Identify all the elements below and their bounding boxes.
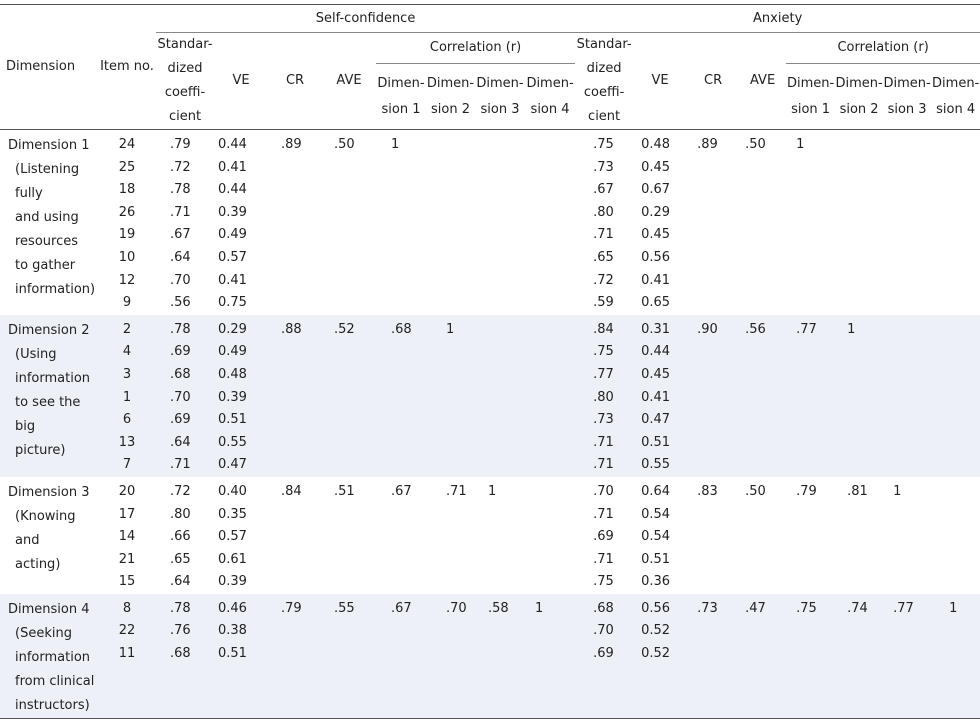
cell-value: 0.51 — [641, 551, 671, 567]
cell-value: 15 — [118, 574, 136, 590]
cell-value: .81 — [847, 483, 868, 499]
cell-value: 0.41 — [218, 159, 247, 175]
sc-ave-value — [322, 315, 376, 477]
sc-correlation-dimension-2 — [426, 477, 475, 594]
cell-value: 0.39 — [218, 389, 247, 405]
dimension-description-line: instructors) — [15, 697, 90, 713]
ax-ve-values — [633, 315, 687, 477]
sc-correlation-dimension-2 — [426, 315, 475, 477]
cell-value: .68 — [170, 646, 191, 662]
cell-value: .70 — [446, 600, 467, 616]
cell-value: .55 — [334, 600, 355, 616]
header-sc-ve: VE — [214, 33, 268, 130]
sc-correlation-dimension-1 — [376, 315, 426, 477]
sc-cr-value — [268, 315, 322, 477]
cell-value: .76 — [170, 623, 191, 639]
ax-ave-value — [739, 130, 786, 315]
table-row — [0, 130, 980, 315]
cell-value: 1 — [847, 321, 856, 337]
cell-value: .78 — [170, 182, 191, 198]
header-ax-dimension-4 — [931, 64, 980, 130]
item-numbers — [98, 130, 156, 315]
dimension-description-line: and using — [15, 210, 79, 225]
cell-value: .65 — [593, 249, 614, 265]
header-sc-dimension-1 — [376, 64, 426, 130]
header-line: sion 3 — [480, 101, 520, 117]
header-line: Standar- — [157, 37, 213, 52]
ax-cr-value — [687, 315, 739, 477]
cell-value: 0.67 — [641, 182, 671, 198]
ax-cr-value — [687, 477, 739, 594]
cell-value: 1 — [949, 600, 958, 616]
header-sc-correlation: Correlation (r) — [376, 33, 575, 64]
ax-correlation-dimension-2 — [835, 130, 883, 315]
cell-value: 0.44 — [218, 182, 247, 198]
cell-value: 0.29 — [641, 204, 671, 220]
ax-ve-values — [633, 594, 687, 719]
dimension-description-line: acting) — [15, 556, 61, 572]
cell-value: 0.39 — [218, 204, 247, 220]
cell-value: 0.51 — [218, 646, 247, 662]
cell-value: .73 — [593, 159, 614, 175]
dimension-description-line: (Seeking — [15, 625, 72, 641]
cell-value: .51 — [334, 483, 355, 499]
cell-value: 19 — [118, 227, 136, 243]
sc-correlation-dimension-3 — [475, 130, 525, 315]
dimension-description-line: picture) — [15, 442, 66, 458]
ax-cr-value — [687, 130, 739, 315]
dimension-description-line: information) — [15, 282, 96, 297]
cell-value: .75 — [593, 574, 614, 590]
sc-correlation-dimension-2 — [426, 130, 475, 315]
header-line: sion 1 — [381, 101, 421, 117]
sc-ve-values — [214, 477, 268, 594]
item-numbers — [98, 315, 156, 477]
cell-value: 0.45 — [641, 227, 671, 243]
ax-standardized-coefficients — [575, 477, 633, 594]
cell-value: 1 — [391, 137, 400, 152]
ax-correlation-dimension-2 — [835, 594, 883, 719]
header-line: sion 4 — [936, 101, 976, 117]
sc-ve-values — [214, 594, 268, 719]
cell-value: 0.47 — [641, 412, 671, 428]
sc-cr-value — [268, 477, 322, 594]
cell-value: .84 — [281, 483, 302, 499]
cell-value: 20 — [118, 483, 136, 499]
cell-value: 0.56 — [641, 600, 671, 616]
item-numbers — [98, 594, 156, 719]
ax-correlation-dimension-3 — [883, 477, 931, 594]
cell-value: .64 — [170, 574, 191, 590]
cell-value: .67 — [170, 227, 191, 243]
cell-value: .90 — [697, 321, 718, 337]
cell-value: 0.31 — [641, 321, 671, 337]
cell-value: .80 — [593, 204, 614, 220]
cell-value: 0.38 — [218, 623, 247, 639]
cell-value: .71 — [593, 551, 614, 567]
header-ax-dimension-1 — [786, 64, 835, 130]
cell-value: 10 — [118, 249, 136, 265]
dimension-label — [0, 130, 98, 315]
ax-correlation-dimension-4 — [931, 477, 980, 594]
cell-value: 7 — [122, 457, 132, 473]
cell-value: 0.45 — [641, 366, 671, 382]
cell-value: .84 — [593, 321, 614, 337]
header-line: cient — [168, 109, 202, 124]
header-line: Dimen- — [377, 75, 425, 91]
header-line: coeffi- — [583, 85, 625, 100]
cell-value: 22 — [118, 623, 136, 639]
header-ax-ave: AVE — [739, 33, 786, 130]
item-numbers — [98, 477, 156, 594]
cell-value: 12 — [118, 272, 136, 288]
cell-value: .72 — [170, 483, 191, 499]
sc-ave-value — [322, 130, 376, 315]
header-line: Dimen- — [476, 75, 524, 91]
table-row — [0, 594, 980, 719]
header-ax-ve: VE — [633, 33, 687, 130]
cell-value: .77 — [893, 600, 914, 616]
sc-standardized-coefficients — [156, 594, 214, 719]
dimension-title: Dimension 3 — [8, 484, 90, 500]
ax-correlation-dimension-4 — [931, 130, 980, 315]
cell-value: .72 — [593, 272, 614, 288]
ax-ve-values — [633, 477, 687, 594]
cell-value: .68 — [170, 366, 191, 382]
cell-value: .68 — [391, 321, 412, 337]
cell-value: .50 — [745, 137, 766, 152]
sc-cr-value — [268, 594, 322, 719]
dimension-description-line: resources — [15, 234, 79, 249]
ax-cr-value — [687, 594, 739, 719]
cfa-results-table — [0, 4, 980, 719]
cell-value: 0.61 — [218, 551, 247, 567]
cell-value: .80 — [170, 506, 191, 522]
header-line: Dimen- — [835, 75, 883, 91]
header-sc-dimension-2 — [426, 64, 475, 130]
cell-value: 11 — [118, 646, 136, 662]
ax-correlation-dimension-1 — [786, 315, 835, 477]
header-line: sion 4 — [530, 101, 570, 117]
cell-value: .71 — [593, 434, 614, 450]
cell-value: .75 — [796, 600, 817, 616]
header-line: sion 3 — [887, 101, 927, 117]
cell-value: 1 — [893, 483, 902, 499]
cell-value: .69 — [593, 646, 614, 662]
sc-standardized-coefficients — [156, 477, 214, 594]
cell-value: 0.51 — [218, 412, 247, 428]
cell-value: 1 — [122, 389, 132, 405]
dimension-label — [0, 315, 98, 477]
cell-value: 0.44 — [641, 344, 671, 360]
cell-value: 1 — [796, 137, 805, 152]
cell-value: .71 — [593, 227, 614, 243]
sc-standardized-coefficients — [156, 315, 214, 477]
cell-value: 0.41 — [641, 272, 671, 288]
cell-value: 0.54 — [641, 529, 671, 545]
header-ax-cr: CR — [687, 33, 739, 130]
ax-ve-values — [633, 130, 687, 315]
cell-value: 0.56 — [641, 249, 671, 265]
header-line: sion 2 — [431, 101, 470, 117]
header-item-no: Item no. — [98, 5, 156, 130]
cell-value: .70 — [593, 483, 614, 499]
cell-value: .52 — [334, 321, 355, 337]
cell-value: .58 — [488, 600, 509, 616]
header-line: sion 1 — [791, 101, 831, 117]
header-anxiety: Anxiety — [575, 5, 980, 33]
cell-value: 21 — [118, 551, 136, 567]
dimension-title: Dimension 2 — [8, 322, 90, 338]
cell-value: .73 — [593, 412, 614, 428]
sc-correlation-dimension-1 — [376, 477, 426, 594]
dimension-description-line: from clinical — [15, 673, 95, 689]
cell-value: .70 — [170, 272, 191, 288]
header-line: Dimen- — [526, 75, 574, 91]
cell-value: .69 — [593, 529, 614, 545]
header-sc-standardized-coefficient — [156, 33, 214, 130]
cell-value: 8 — [122, 600, 132, 616]
cell-value: 0.41 — [641, 389, 671, 405]
sc-correlation-dimension-4 — [525, 594, 575, 719]
cell-value: .78 — [170, 321, 191, 337]
cell-value: .67 — [593, 182, 614, 198]
header-line: Dimen- — [786, 75, 835, 91]
header-line: Dimen- — [883, 75, 931, 91]
cell-value: 0.75 — [218, 295, 247, 311]
cell-value: 1 — [446, 321, 455, 337]
cell-value: .74 — [847, 600, 868, 616]
cell-value: .75 — [593, 137, 614, 152]
sc-correlation-dimension-2 — [426, 594, 475, 719]
sc-cr-value — [268, 130, 322, 315]
dimension-label — [0, 477, 98, 594]
cell-value: .73 — [697, 600, 718, 616]
dimension-description-line: (Listening fully — [15, 162, 80, 201]
header-ax-dimension-3 — [883, 64, 931, 130]
cell-value: 0.45 — [641, 159, 671, 175]
cell-value: .89 — [697, 137, 718, 152]
cell-value: .71 — [446, 483, 467, 499]
ax-correlation-dimension-2 — [835, 315, 883, 477]
cell-value: 0.51 — [641, 434, 671, 450]
ax-ave-value — [739, 477, 786, 594]
cell-value: .77 — [593, 366, 614, 382]
header-ax-dimension-2 — [835, 64, 883, 130]
ax-standardized-coefficients — [575, 594, 633, 719]
dimension-description-line: to see the big — [15, 394, 81, 434]
cell-value: .71 — [170, 204, 191, 220]
header-line: Dimen- — [426, 75, 475, 91]
cell-value: 18 — [118, 182, 136, 198]
sc-correlation-dimension-1 — [376, 130, 426, 315]
header-sc-cr: CR — [268, 33, 322, 130]
ax-standardized-coefficients — [575, 130, 633, 315]
sc-correlation-dimension-4 — [525, 477, 575, 594]
sc-correlation-dimension-3 — [475, 315, 525, 477]
ax-correlation-dimension-3 — [883, 594, 931, 719]
cell-value: 0.47 — [218, 457, 247, 473]
cell-value: 0.57 — [218, 249, 247, 265]
cell-value: 0.48 — [641, 137, 671, 152]
cell-value: 6 — [122, 412, 132, 428]
cell-value: .69 — [170, 412, 191, 428]
ax-correlation-dimension-2 — [835, 477, 883, 594]
cell-value: .68 — [593, 600, 614, 616]
cell-value: 0.49 — [218, 344, 247, 360]
header-sc-dimension-4 — [525, 64, 575, 130]
ax-standardized-coefficients — [575, 315, 633, 477]
cell-value: .65 — [170, 551, 191, 567]
cell-value: .83 — [697, 483, 718, 499]
header-line: Standar- — [576, 37, 632, 52]
dimension-title: Dimension 4 — [8, 601, 90, 617]
cell-value: .67 — [391, 483, 412, 499]
ax-ave-value — [739, 315, 786, 477]
cell-value: .64 — [170, 434, 191, 450]
cell-value: .80 — [593, 389, 614, 405]
table-row — [0, 477, 980, 594]
ax-correlation-dimension-3 — [883, 315, 931, 477]
cell-value: 0.49 — [218, 227, 247, 243]
cell-value: .75 — [593, 344, 614, 360]
ax-correlation-dimension-3 — [883, 130, 931, 315]
sc-correlation-dimension-1 — [376, 594, 426, 719]
cell-value: 0.55 — [641, 457, 671, 473]
cell-value: 0.29 — [218, 321, 247, 337]
header-self-confidence: Self-confidence — [156, 5, 575, 33]
header-line: cient — [588, 109, 621, 124]
sc-ave-value — [322, 594, 376, 719]
cell-value: 0.52 — [641, 646, 671, 662]
cell-value: 0.35 — [218, 506, 247, 522]
ax-ave-value — [739, 594, 786, 719]
cell-value: .89 — [281, 137, 302, 152]
cell-value: 26 — [118, 204, 136, 220]
cell-value: .71 — [593, 457, 614, 473]
cell-value: .70 — [170, 389, 191, 405]
dimension-description-line: information — [15, 649, 91, 665]
cell-value: 9 — [122, 295, 132, 311]
sc-correlation-dimension-4 — [525, 130, 575, 315]
cell-value: .79 — [281, 600, 302, 616]
cell-value: .59 — [593, 295, 614, 311]
cell-value: .79 — [796, 483, 817, 499]
cell-value: .56 — [170, 295, 191, 311]
cell-value: .78 — [170, 600, 191, 616]
ax-correlation-dimension-4 — [931, 594, 980, 719]
sc-ve-values — [214, 130, 268, 315]
ax-correlation-dimension-1 — [786, 594, 835, 719]
sc-correlation-dimension-4 — [525, 315, 575, 477]
cell-value: 0.46 — [218, 600, 247, 616]
cell-value: .47 — [745, 600, 766, 616]
dimension-description-line: (Knowing and — [15, 508, 76, 548]
cell-value: .64 — [170, 249, 191, 265]
cell-value: .88 — [281, 321, 302, 337]
cell-value: 0.55 — [218, 434, 247, 450]
cell-value: 13 — [118, 434, 136, 450]
cell-value: 0.48 — [218, 366, 247, 382]
dimension-description-line: (Using — [15, 346, 57, 362]
header-ax-standardized-coefficient — [575, 33, 633, 130]
cell-value: 25 — [118, 159, 136, 175]
dimension-description-line: to gather — [15, 258, 76, 273]
ax-correlation-dimension-1 — [786, 130, 835, 315]
cell-value: 1 — [488, 483, 497, 499]
cell-value: 1 — [535, 600, 544, 616]
cell-value: .67 — [391, 600, 412, 616]
cell-value: 0.65 — [641, 295, 671, 311]
cell-value: .69 — [170, 344, 191, 360]
header-line: sion 2 — [839, 101, 879, 117]
header-dimension: Dimension — [0, 5, 98, 130]
cell-value: 17 — [118, 506, 136, 522]
cell-value: 0.64 — [641, 483, 671, 499]
cell-value: 3 — [122, 366, 132, 382]
cell-value: .50 — [334, 137, 355, 152]
header-ax-correlation: Correlation (r) — [786, 33, 980, 64]
cell-value: 0.40 — [218, 483, 247, 499]
table-row — [0, 315, 980, 477]
cell-value: .71 — [593, 506, 614, 522]
cell-value: .79 — [170, 137, 191, 152]
cell-value: 0.57 — [218, 529, 247, 545]
cell-value: .77 — [796, 321, 817, 337]
cell-value: 0.36 — [641, 574, 671, 590]
cell-value: .56 — [745, 321, 766, 337]
sc-correlation-dimension-3 — [475, 594, 525, 719]
sc-correlation-dimension-3 — [475, 477, 525, 594]
sc-ave-value — [322, 477, 376, 594]
dimension-label — [0, 594, 98, 719]
sc-standardized-coefficients — [156, 130, 214, 315]
cell-value: 2 — [122, 321, 132, 337]
cell-value: 4 — [122, 344, 132, 360]
cell-value: 0.52 — [641, 623, 671, 639]
cell-value: .50 — [745, 483, 766, 499]
header-sc-dimension-3 — [475, 64, 525, 130]
header-line: coeffi- — [164, 85, 206, 100]
cell-value: .66 — [170, 529, 191, 545]
cell-value: .70 — [593, 623, 614, 639]
cell-value: 24 — [118, 137, 136, 152]
cell-value: 0.54 — [641, 506, 671, 522]
header-line: Dimen- — [932, 75, 980, 91]
cell-value: .71 — [170, 457, 191, 473]
sc-ve-values — [214, 315, 268, 477]
cell-value: 0.41 — [218, 272, 247, 288]
cell-value: 0.39 — [218, 574, 247, 590]
cell-value: 0.44 — [218, 137, 247, 152]
header-line: dized — [167, 61, 203, 76]
cell-value: 14 — [118, 529, 136, 545]
ax-correlation-dimension-1 — [786, 477, 835, 594]
header-line: dized — [586, 61, 622, 76]
dimension-description-line: information — [15, 370, 91, 386]
cell-value: .72 — [170, 159, 191, 175]
ax-correlation-dimension-4 — [931, 315, 980, 477]
header-sc-ave: AVE — [322, 33, 376, 130]
dimension-title: Dimension 1 — [8, 138, 90, 153]
